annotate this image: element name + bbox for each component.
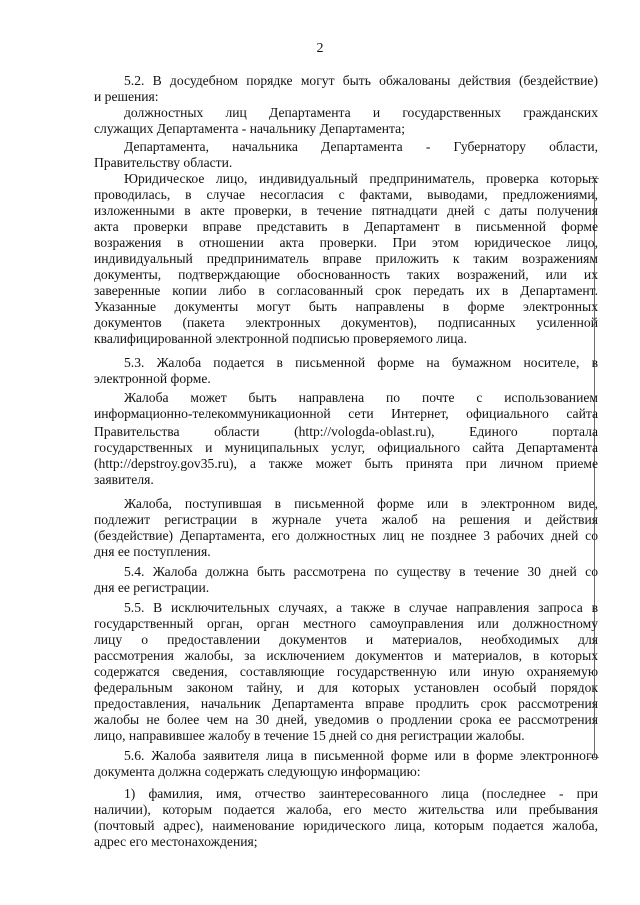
text-line: 5.6. Жалоба заявителя лица в письменной форме или в форме электронного <box>124 748 598 763</box>
text-line: содержатся сведения, составляющие государственную или иную охраняемую <box>94 664 598 679</box>
text-line: квалифицированной электронной подписью проверяемого лица. <box>94 331 467 346</box>
text-line: (бездействие) Департамента, его должностных лиц не позднее 3 рабочих дней со <box>94 528 598 543</box>
text-line: дня ее поступления. <box>94 544 211 559</box>
text-line: наличии), которым подается жалоба, его место жительства или пребывания <box>94 802 598 817</box>
text-line: Департамента, начальника Департамента - Губернатору области, <box>124 139 598 154</box>
text-line: рассмотрения жалобы, за исключением документов и материалов, в которых <box>94 648 598 663</box>
text-line: электронной форме. <box>94 371 211 386</box>
text-line: лицо, направившее жалобу в течение 15 дней со дня регистрации жалобы. <box>94 728 525 743</box>
text-line: 5.3. Жалоба подается в письменной форме на бумажном носителе, в <box>124 355 598 370</box>
text-line: предоставления, начальник Департамента вправе продлить срок рассмотрения <box>94 696 598 711</box>
text-line: 1) фамилия, имя, отчество заинтересованного лица (последнее - при <box>124 786 598 801</box>
text-line: подлежит регистрации в журнале учета жалоб на решения и действия <box>94 512 598 527</box>
text-line: лицу о предоставлении документов и материалов, необходимых для <box>94 632 598 647</box>
text-line: (http://depstroy.gov35.ru), а также может быть принята при личном приеме <box>94 456 598 471</box>
text-line: (почтовый адрес), наименование юридического лица, которым подается жалоба, <box>94 818 598 833</box>
text-line: 5.5. В исключительных случаях, а также в случае направления запроса в <box>124 600 598 615</box>
text-line: 5.4. Жалоба должна быть рассмотрена по существу в течение 30 дней со <box>124 564 598 579</box>
text-line: заявителя. <box>94 472 154 487</box>
text-line: Указанные документы могут быть направлены в форме электронных <box>94 299 598 314</box>
text-line: должностных лиц Департамента и государственных гражданских <box>124 105 598 120</box>
text-line: изложенными в акте проверки, в течение пятнадцати дней с даты получения <box>94 203 598 218</box>
text-line: акта проверки вправе представить в Департамент в письменной форме <box>94 219 598 234</box>
page-number: 2 <box>316 41 324 56</box>
text-line: индивидуальный предприниматель вправе приложить к таким возражениям <box>94 251 598 266</box>
text-line: документа должна содержать следующую информацию: <box>94 764 421 779</box>
text-line: проводилась, в случае несогласия с фактами, выводами, предложениями, <box>94 187 598 202</box>
text-line: служащих Департамента - начальнику Департамента; <box>94 121 405 136</box>
text-line: адрес его местонахождения; <box>94 834 258 849</box>
text-line: информационно-телекоммуникационной сети Интернет, официального сайта <box>94 406 598 421</box>
text-line: государственный орган, орган местного самоуправления или должностному <box>94 616 598 631</box>
text-line: документы, подтверждающие обоснованность таких возражений, или их <box>94 267 598 282</box>
text-line: государственных и муниципальных услуг, официального сайта Департамента <box>94 440 598 455</box>
text-line: Юридическое лицо, индивидуальный предприниматель, проверка которых <box>124 171 598 186</box>
text-line: Жалоба может быть направлена по почте с использованием <box>124 390 598 405</box>
text-line: 5.2. В досудебном порядке могут быть обжалованы действия (бездействие) <box>124 73 598 88</box>
text-line: дня ее регистрации. <box>94 580 210 595</box>
text-line: документов (пакета электронных документов), подписанных усиленной <box>94 315 598 330</box>
text-line: возражения в отношении акта проверки. При этом юридическое лицо, <box>94 235 598 250</box>
text-line: заверенные копии либо в согласованный срок передать их в Департамент. <box>94 283 598 298</box>
text-line: Правительству области. <box>94 155 233 170</box>
text-line: федеральным законом тайну, и для которых установлен особый порядок <box>94 680 598 695</box>
text-line: Жалоба, поступившая в письменной форме или в электронном виде, <box>124 496 598 511</box>
text-line: Правительства области (http://vologda-oblast.ru), Единого портала <box>94 424 598 439</box>
text-line: жалобы не более чем на 30 дней, уведомив о продлении срока ее рассмотрения <box>94 712 598 727</box>
text-line: и решения: <box>94 89 159 104</box>
